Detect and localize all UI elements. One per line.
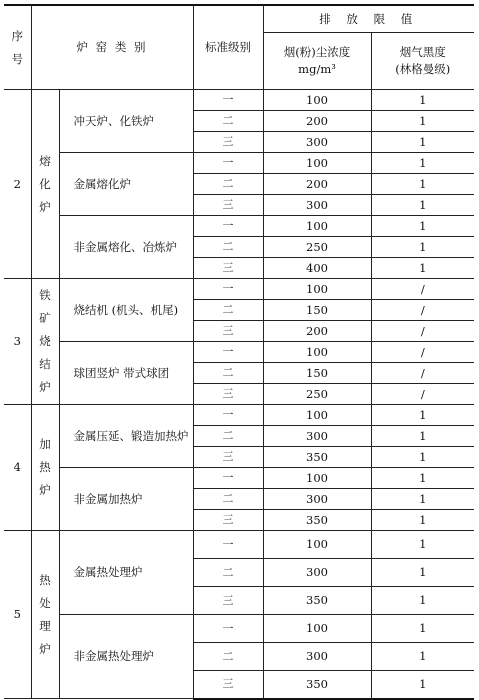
grade: 二: [193, 174, 263, 195]
smoke-value: 1: [371, 111, 474, 132]
smoke-value: 1: [371, 615, 474, 643]
group-category: [31, 405, 59, 531]
furnace-name: 金属压延、锻造加热炉: [59, 405, 193, 468]
grade: 一: [193, 468, 263, 489]
dust-value: 300: [263, 643, 371, 671]
dust-value: 150: [263, 300, 371, 321]
dust-value: 100: [263, 468, 371, 489]
grade: 三: [193, 195, 263, 216]
furnace-name: 非金属加热炉: [59, 468, 193, 531]
table-row: [4, 216, 474, 237]
grade: 二: [193, 559, 263, 587]
dust-value: 100: [263, 531, 371, 559]
header-category: 炉 窑 类 别: [31, 5, 193, 90]
table-body: [4, 90, 474, 699]
table-row: [4, 90, 474, 111]
grade: 二: [193, 111, 263, 132]
smoke-value: 1: [371, 174, 474, 195]
dust-value: 350: [263, 510, 371, 531]
dust-value: 350: [263, 447, 371, 468]
grade: 二: [193, 363, 263, 384]
dust-value: 200: [263, 111, 371, 132]
group-category-text: 加热炉: [39, 437, 51, 497]
smoke-value: 1: [371, 671, 474, 699]
furnace-name: 金属热处理炉: [59, 531, 193, 615]
header-dust: [263, 33, 371, 90]
group-category: [31, 531, 59, 699]
dust-value: 100: [263, 342, 371, 363]
smoke-value: 1: [371, 426, 474, 447]
header-standard-level: 标准级别: [193, 5, 263, 90]
dust-value: 300: [263, 195, 371, 216]
dust-value: 250: [263, 237, 371, 258]
grade: 一: [193, 342, 263, 363]
dust-value: 200: [263, 321, 371, 342]
grade: 一: [193, 531, 263, 559]
smoke-value: 1: [371, 510, 474, 531]
table-row: [4, 342, 474, 363]
smoke-value: 1: [371, 447, 474, 468]
grade: 一: [193, 153, 263, 174]
smoke-value: 1: [371, 489, 474, 510]
grade: 二: [193, 426, 263, 447]
furnace-name: 烧结机 (机头、机尾): [59, 279, 193, 342]
furnace-name: 金属熔化炉: [59, 153, 193, 216]
group-number: 4: [4, 405, 31, 531]
grade: 二: [193, 489, 263, 510]
dust-value: 100: [263, 279, 371, 300]
grade: 一: [193, 615, 263, 643]
dust-value: 300: [263, 426, 371, 447]
group-number: 3: [4, 279, 31, 405]
smoke-value: 1: [371, 405, 474, 426]
smoke-value: /: [371, 300, 474, 321]
dust-value: 200: [263, 174, 371, 195]
dust-value: 350: [263, 587, 371, 615]
header-smoke: [371, 33, 474, 90]
grade: 二: [193, 643, 263, 671]
grade: 二: [193, 300, 263, 321]
grade: 三: [193, 587, 263, 615]
group-number: 2: [4, 90, 31, 279]
grade: 三: [193, 258, 263, 279]
group-category-text: 熔化炉: [39, 153, 51, 214]
emission-limits-table: [4, 4, 474, 700]
grade: 三: [193, 671, 263, 699]
grade: 一: [193, 405, 263, 426]
dust-value: 150: [263, 363, 371, 384]
dust-value: 300: [263, 559, 371, 587]
grade: 一: [193, 216, 263, 237]
header-smoke-unit: (林格曼级): [395, 62, 451, 76]
smoke-value: /: [371, 384, 474, 405]
smoke-value: 1: [371, 643, 474, 671]
dust-value: 100: [263, 405, 371, 426]
dust-value: 400: [263, 258, 371, 279]
table-row: [4, 153, 474, 174]
smoke-value: /: [371, 321, 474, 342]
smoke-value: 1: [371, 90, 474, 111]
dust-value: 100: [263, 216, 371, 237]
grade: 三: [193, 321, 263, 342]
header-smoke-label: 烟气黑度: [399, 44, 446, 59]
table-row: [4, 531, 474, 559]
header-limits: 排 放 限 值: [263, 5, 474, 33]
smoke-value: 1: [371, 258, 474, 279]
smoke-value: 1: [371, 587, 474, 615]
group-category-text: 热处理炉: [39, 572, 51, 656]
smoke-value: 1: [371, 153, 474, 174]
grade: 三: [193, 132, 263, 153]
dust-value: 300: [263, 489, 371, 510]
dust-value: 350: [263, 671, 371, 699]
furnace-name: 非金属热处理炉: [59, 615, 193, 699]
smoke-value: 1: [371, 531, 474, 559]
smoke-value: 1: [371, 559, 474, 587]
grade: 三: [193, 510, 263, 531]
table-row: [4, 279, 474, 300]
group-category-text: 铁矿烧结炉: [39, 288, 51, 394]
smoke-value: /: [371, 363, 474, 384]
smoke-value: 1: [371, 216, 474, 237]
smoke-value: /: [371, 279, 474, 300]
table-row: [4, 405, 474, 426]
grade: 二: [193, 237, 263, 258]
group-category: [31, 279, 59, 405]
furnace-name: 非金属熔化、冶炼炉: [59, 216, 193, 279]
table-row: [4, 615, 474, 643]
dust-value: 300: [263, 132, 371, 153]
group-number: 5: [4, 531, 31, 699]
grade: 一: [193, 279, 263, 300]
smoke-value: 1: [371, 237, 474, 258]
header-no: 序号: [4, 5, 31, 90]
dust-value: 250: [263, 384, 371, 405]
dust-value: 100: [263, 153, 371, 174]
header-dust-unit: mg/m³: [298, 62, 336, 76]
furnace-name: 球团竖炉 带式球团: [59, 342, 193, 405]
dust-value: 100: [263, 615, 371, 643]
smoke-value: 1: [371, 468, 474, 489]
dust-value: 100: [263, 90, 371, 111]
table-row: [4, 468, 474, 489]
grade: 一: [193, 90, 263, 111]
smoke-value: 1: [371, 195, 474, 216]
smoke-value: /: [371, 342, 474, 363]
furnace-name: 冲天炉、化铁炉: [59, 90, 193, 153]
header-dust-label: 烟(粉)尘浓度: [283, 44, 351, 59]
smoke-value: 1: [371, 132, 474, 153]
grade: 三: [193, 447, 263, 468]
group-category: [31, 90, 59, 279]
grade: 三: [193, 384, 263, 405]
